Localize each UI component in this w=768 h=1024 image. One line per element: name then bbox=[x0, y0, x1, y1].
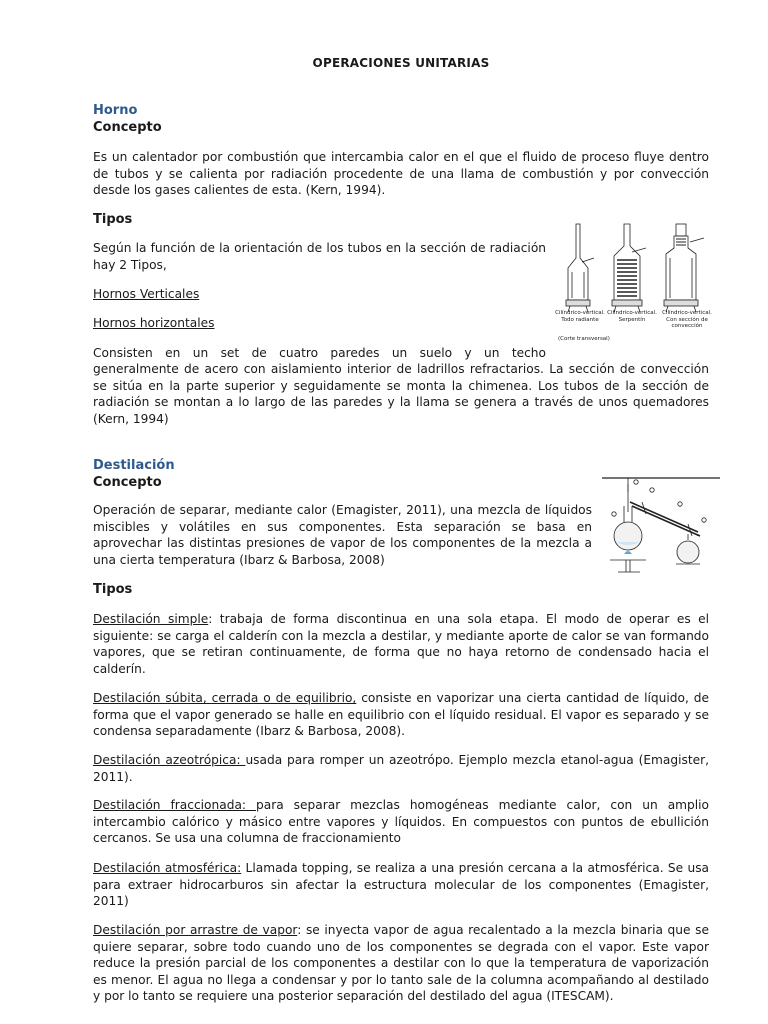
figure-bottom-caption: (Corte transversal) bbox=[558, 336, 610, 342]
paragraph-destilacion-concepto: Operación de separar, mediante calor (Emagister, 2011), una mezcla de líquidos miscibles y volátiles en sus componentes. Esta separación se basa en aprovechar las distintas presiones de vapor de los componentes de la mezcla a una cierta temperatura (Ibarz & Barbosa, 2008) bbox=[93, 503, 592, 567]
figure-caption-1: Cilíndrico-vertical. Todo radiante bbox=[555, 310, 605, 323]
distillation-diagram bbox=[602, 476, 720, 574]
paragraph-destilacion-simple: Destilación simple: trabaja de forma discontinua en una sola etapa. El modo de operar es el siguiente: se carga el calderín con la mezcla a destilar, y mediante aporte de calor se van formando vapores, que se retiran continuamente, de forma que no haya retorno de condensado hacia el calderín. bbox=[93, 612, 710, 676]
paragraph-destilacion-fraccionada: Destilación fraccionada: para separar mezclas homogéneas mediante calor, con un amplio intercambio calórico y másico entre vapores y líquidos. En compuestos con puntos de ebullición cercanos. Se usa una columna de fraccionamiento bbox=[93, 798, 709, 845]
paragraph-destilacion-arrastre-vapor: Destilación por arrastre de vapor: se inyecta vapor de agua recalentado a la mezcla binaria que se quiere separar, sobre todo cuando uno de los componentes se degrada con el vapor. Este vapor reduce la presión parcial de los componentes a destilar con lo que la temperatura de vaporización es menor. El agua no llega a condensar y por lo tanto sale de la columna acompañando al destilado y por lo tanto se requiere una posterior separación del destilado del agua (ITESCAM). bbox=[93, 923, 709, 1003]
subheading-concepto-horno: Concepto bbox=[93, 120, 162, 135]
section-heading-horno: Horno bbox=[93, 103, 138, 118]
list-item-hornos-horizontales: Hornos horizontales bbox=[93, 316, 215, 330]
section-heading-destilacion: Destilación bbox=[93, 458, 175, 473]
distillation-apparatus-figure bbox=[602, 476, 720, 574]
subheading-concepto-destilacion: Concepto bbox=[93, 475, 162, 490]
document-title: OPERACIONES UNITARIAS bbox=[312, 56, 490, 70]
paragraph-destilacion-atmosferica: Destilación atmosférica: Llamada topping, se realiza a una presión cercana a la atmosférica. Se usa para extraer hidrocarburos sin afectar la estructura molecular de los componentes (Emagister, 2011) bbox=[93, 861, 710, 908]
paragraph-horno-descripcion: generalmente de acero con aislamiento interior de ladrillos refractarios. La sección de convección se sitúa en la parte superior y seguidamente se monta la chimenea. Los tubos de la sección de radiación se montan a lo largo de las paredes y la llama se genera a través de unos quemadores (Kern, 1994) bbox=[93, 362, 709, 426]
paragraph-destilacion-subita: Destilación súbita, cerrada o de equilibrio, consiste en vaporizar una cierta cantidad de líquido, de forma que el vapor generado se halle en equilibrio con el líquido residual. El vapor es separado y se condensa separadamente (Ibarz & Barbosa, 2008). bbox=[93, 691, 709, 738]
paragraph-destilacion-azeotropica: Destilación azeotrópica: usada para romper un azeotrópo. Ejemplo mezcla etanol-agua (Emagister, 2011). bbox=[93, 753, 710, 784]
figure-caption-3: Cilíndrico-vertical. Con sección de convección bbox=[662, 310, 712, 329]
paragraph-horno-tipos: Según la función de la orientación de los tubos en la sección de radiación hay 2 Tipos, bbox=[93, 241, 546, 272]
subheading-tipos-horno: Tipos bbox=[93, 212, 133, 227]
list-item-hornos-verticales: Hornos Verticales bbox=[93, 287, 200, 301]
subheading-tipos-destilacion: Tipos bbox=[93, 582, 133, 597]
paragraph-horno-descripcion-first: Consisten en un set de cuatro paredes un suelo y un techo bbox=[93, 346, 546, 360]
figure-caption-2: Cilíndrico-vertical. Serpentín bbox=[607, 310, 657, 323]
paragraph-horno-concepto: Es un calentador por combustión que intercambia calor en el que el fluido de proceso fluye dentro de tubos y se calienta por radiación procedente de una llama de combustión y por convección desde los gases calientes de esta. (Kern, 1994). bbox=[93, 150, 709, 197]
furnace-types-figure bbox=[554, 222, 718, 346]
